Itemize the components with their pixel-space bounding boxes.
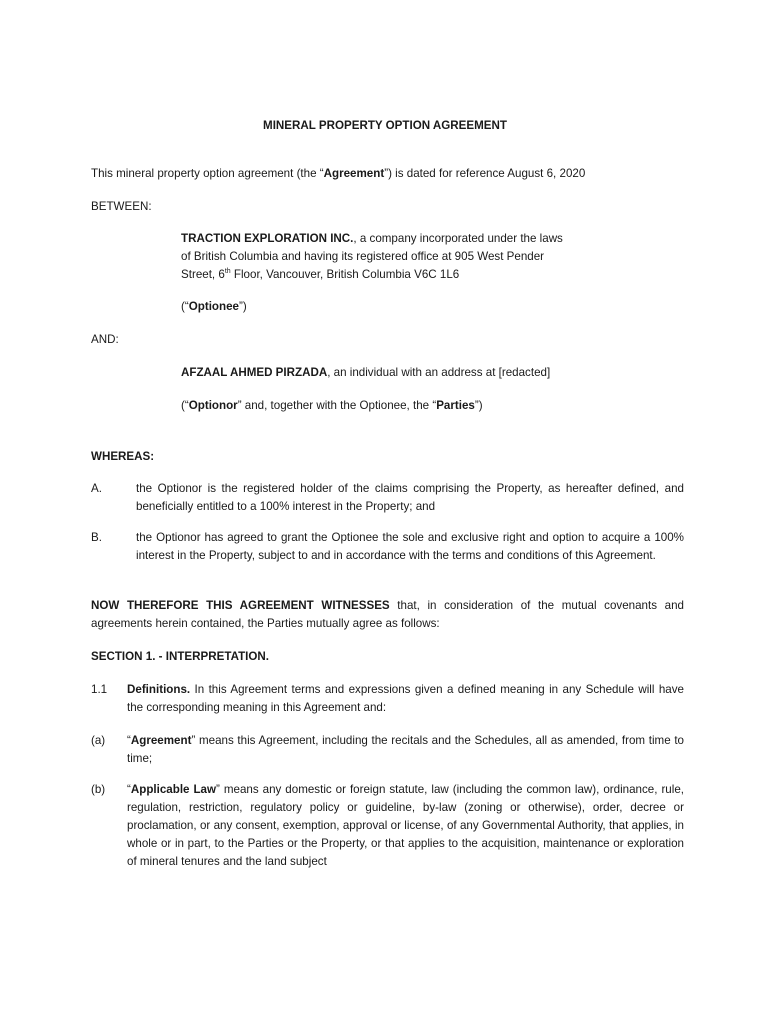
intro-text-after: ”) is dated for reference August 6, 2020 (384, 167, 586, 180)
optionee-line-3-sup: th (224, 268, 231, 276)
section-1-heading-text: SECTION 1. - INTERPRETATION. (91, 650, 269, 663)
witnesseth-paragraph (91, 597, 684, 633)
section-1-heading (91, 648, 269, 666)
optionee-name: TRACTION EXPLORATION INC. (181, 232, 354, 245)
optionee-line-3 (181, 266, 601, 284)
clause-a-text (127, 732, 684, 768)
clause-b-defined-term: Applicable Law (130, 783, 217, 796)
clause-b-text (127, 781, 684, 871)
optionee-def-open: (“ (181, 300, 189, 313)
optionor-def-close: ”) (474, 399, 483, 412)
document-title: MINERAL PROPERTY OPTION AGREEMENT (263, 119, 507, 132)
clause-a-defined-term: Agreement (130, 734, 192, 747)
optionor-def-open: (“ (181, 399, 189, 412)
optionor-name: AFZAAL AHMED PIRZADA (181, 366, 328, 379)
optionor-rest: , an individual with an address at [redacted] (327, 366, 551, 379)
intro-paragraph (91, 165, 585, 183)
clause-b-rest: ” means any domestic or foreign statute, law (including the common law), ordinance, rule, regulation, restriction, regulatory policy or guideline, by-law (zoning or otherwise), order, decree or proclamation, or any consent, exemption, approval or license, of any Governmental Authority, that applies, in whole or in part, to the Parties or the Property, or that applies to the acquisition, maintenance or exploration of mineral tenures and the land subject (127, 783, 684, 868)
witnesseth-bold: NOW THEREFORE THIS AGREEMENT WITNESSES (91, 599, 390, 612)
intro-text-before: This mineral property option agreement (the “ (91, 167, 324, 180)
parties-defined-term: Parties (436, 399, 475, 412)
optionor-defined-term: Optionor (188, 399, 238, 412)
optionee-def-close: ”) (238, 300, 247, 313)
intro-defined-term: Agreement (323, 167, 385, 180)
recital-b-label: B. (91, 531, 102, 544)
optionee-definition (181, 298, 601, 316)
clause-b-label: (b) (91, 783, 106, 796)
witnesseth-rest: that, in consideration of the mutual covenants and agreements herein contained, the Parties mutually agree as follows: (91, 599, 684, 630)
recital-a-text: the Optionor is the registered holder of the claims comprising the Property, as hereafter defined, and beneficially entitled to a 100% interest in the Property; and (136, 482, 684, 513)
clause-a-open: “ (127, 734, 131, 747)
whereas-label: WHEREAS: (91, 450, 155, 463)
optionee-block (181, 230, 601, 284)
clause-b-open: “ (127, 783, 131, 796)
optionor-def-mid: ” and, together with the Optionee, the “ (237, 399, 437, 412)
and-label: AND: (91, 333, 119, 346)
clause-1-1-bold: Definitions. (127, 683, 191, 696)
optionee-line-1-rest: , a company incorporated under the laws (353, 232, 563, 245)
between-label: BETWEEN: (91, 200, 152, 213)
optionee-defined-term: Optionee (188, 300, 239, 313)
optionor-definition (181, 397, 601, 415)
optionee-line-1 (181, 230, 601, 248)
clause-1-1-rest: In this Agreement terms and expressions given a defined meaning in any Schedule will have the corresponding meaning in this Agreement and: (127, 683, 684, 714)
optionee-line-2: of British Columbia and having its registered office at 905 West Pender (181, 250, 545, 263)
optionee-line-3-before: Street, 6 (181, 268, 225, 281)
clause-a-rest: ” means this Agreement, including the recitals and the Schedules, all as amended, from time to time; (127, 734, 684, 765)
clause-1-1-label: 1.1 (91, 683, 108, 696)
optionee-line-3-after: Floor, Vancouver, British Columbia V6C 1L6 (230, 268, 460, 281)
recital-a-label: A. (91, 482, 102, 495)
recital-b-text: the Optionor has agreed to grant the Optionee the sole and exclusive right and option to acquire a 100% interest in the Property, subject to and in accordance with the terms and conditions of this Agreement. (136, 531, 684, 562)
clause-1-1-text (127, 681, 684, 717)
optionor-line (181, 364, 601, 382)
whereas-heading (91, 448, 154, 466)
clause-a-label: (a) (91, 734, 106, 747)
